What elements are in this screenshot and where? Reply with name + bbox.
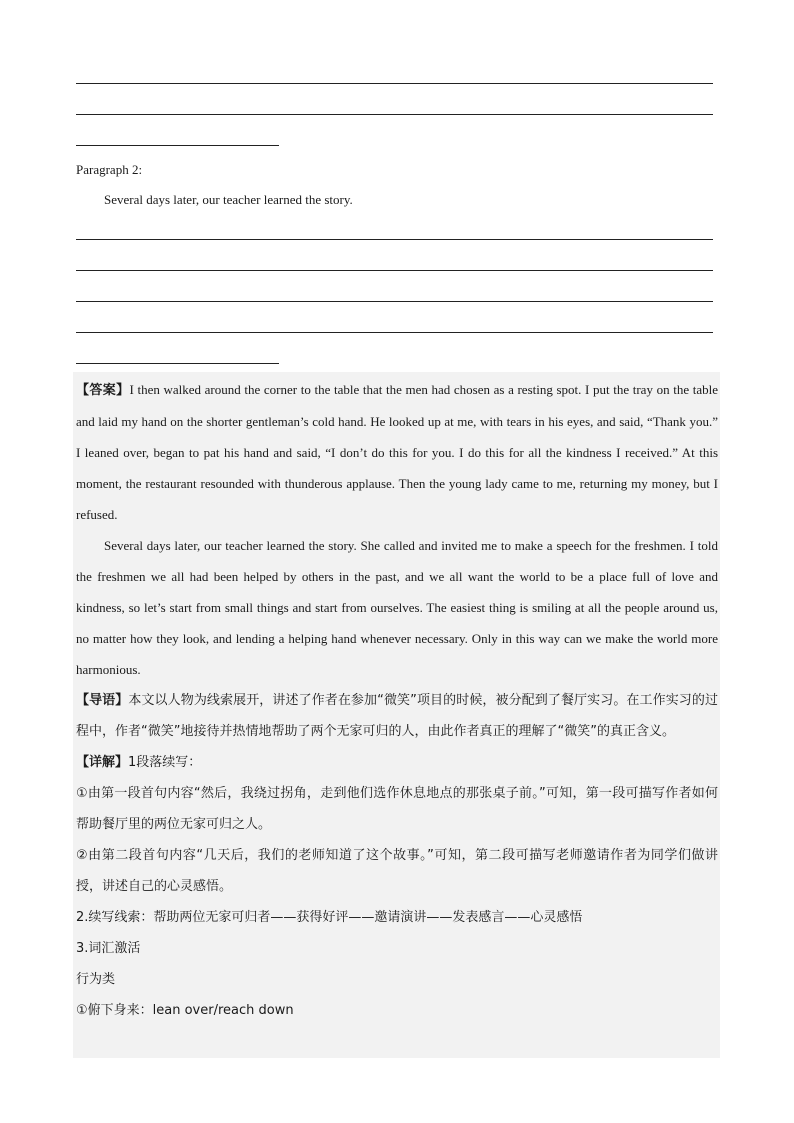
answer-tag: 【答案】 xyxy=(76,383,130,398)
answer-paragraph-1 xyxy=(76,374,718,530)
answer-line xyxy=(76,239,713,240)
clue-line: 2.续写线索：帮助两位无家可归者——获得好评——邀请演讲——发表感言——心灵感悟 xyxy=(76,910,583,925)
paragraph2-label: Paragraph 2: xyxy=(76,162,143,177)
detail-item-1: ①由第一段首句内容“然后，我绕过拐角，走到他们选作休息地点的那张桌子前。”可知，第一段可描写作者如何帮助餐厅里的两位无家可归之人。 xyxy=(76,786,718,832)
detail-heading-text: 1段落续写： xyxy=(128,755,202,770)
answer-line xyxy=(76,270,713,271)
answer-line xyxy=(76,145,279,146)
guide-paragraph xyxy=(76,685,718,747)
answer-line xyxy=(76,83,713,84)
answer-line xyxy=(76,114,713,115)
vocab-category: 行为类 xyxy=(76,972,116,987)
guide-tag: 【导语】 xyxy=(76,693,129,708)
answer-line xyxy=(76,363,279,364)
paragraph2-opening: Several days later, our teacher learned the story. xyxy=(104,192,353,207)
answer-line xyxy=(76,332,713,333)
vocab-item-1: ①俯下身来：lean over/reach down xyxy=(76,1003,294,1018)
detail-heading xyxy=(76,747,718,778)
answer-paragraph-2: Several days later, our teacher learned the story. She called and invited me to make a speech for the freshmen. I told the freshmen we all had been helped by others in the past, and we all want the world to be a place full of love and kindness, so let’s start from small things and start from ourselves. The easiest thing is smiling at all the people around us, no matter how they look, and lending a helping hand whenever necessary. Only in this way can we make the world more harmonious. xyxy=(76,538,718,677)
vocab-heading: 3.词汇激活 xyxy=(76,941,141,956)
guide-text: 本文以人物为线索展开，讲述了作者在参加“微笑”项目的时候，被分配到了餐厅实习。在工作实习的过程中，作者“微笑”地接待并热情地帮助了两个无家可归的人，由此作者真正的理解了“微笑”的真正含义。 xyxy=(76,693,718,739)
detail-tag: 【详解】 xyxy=(76,755,129,770)
answer-section xyxy=(76,374,718,1026)
detail-item-2: ②由第二段首句内容“几天后，我们的老师知道了这个故事。”可知，第二段可描写老师邀请作者为同学们做讲授，讲述自己的心灵感悟。 xyxy=(76,848,718,894)
answer-line xyxy=(76,301,713,302)
answer-text-1: I then walked around the corner to the table that the men had chosen as a resting spot. I put the tray on the table and laid my hand on the shorter gentleman’s cold hand. He looked up at me, with tears in his eyes, and said, “Thank you.” I leaned over, began to pat his hand and said, “I don’t do this for you. I do this for all the kindness I received.” At this moment, the restaurant resounded with thunderous applause. Then the young lady came to me, returning my money, but I refused. xyxy=(76,382,718,522)
